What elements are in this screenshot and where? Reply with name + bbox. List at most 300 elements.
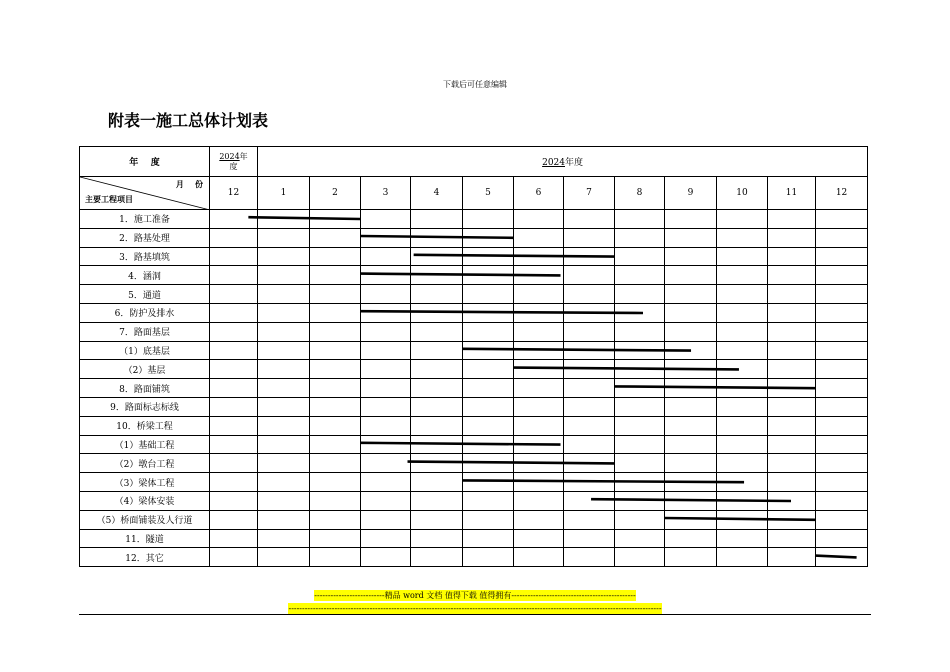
schedule-cell [564, 397, 615, 416]
item-name: 4．涵洞 [80, 266, 210, 285]
item-row [80, 322, 868, 341]
schedule-cell [615, 473, 665, 492]
schedule-cell [411, 416, 463, 435]
schedule-cell [816, 397, 868, 416]
bottom-rule [79, 614, 871, 615]
schedule-cell [411, 303, 463, 322]
month-header-10: 10 [717, 177, 768, 210]
schedule-cell [768, 303, 816, 322]
schedule-cell [615, 416, 665, 435]
schedule-cell [514, 454, 564, 473]
schedule-cell [210, 210, 258, 229]
schedule-cell [717, 228, 768, 247]
schedule-cell [514, 322, 564, 341]
schedule-cell [411, 529, 463, 548]
schedule-cell [310, 529, 361, 548]
schedule-cell [463, 529, 514, 548]
schedule-cell [665, 285, 717, 304]
schedule-cell [665, 397, 717, 416]
year-label-cell: 年 度 [80, 147, 210, 177]
schedule-cell [361, 379, 411, 398]
schedule-cell [665, 322, 717, 341]
schedule-cell [258, 228, 310, 247]
schedule-cell [665, 510, 717, 529]
schedule-cell [768, 548, 816, 567]
schedule-cell [258, 285, 310, 304]
schedule-cell [514, 285, 564, 304]
schedule-cell [564, 454, 615, 473]
schedule-cell [361, 416, 411, 435]
schedule-cell [615, 210, 665, 229]
schedule-cell [615, 247, 665, 266]
schedule-cell [768, 491, 816, 510]
schedule-cell [411, 548, 463, 567]
schedule-cell [258, 529, 310, 548]
schedule-cell [615, 303, 665, 322]
schedule-cell [615, 228, 665, 247]
schedule-cell [768, 360, 816, 379]
schedule-cell [816, 228, 868, 247]
schedule-cell [816, 266, 868, 285]
schedule-cell [816, 416, 868, 435]
schedule-cell [258, 247, 310, 266]
schedule-cell [361, 397, 411, 416]
schedule-cell [258, 454, 310, 473]
prev-year-number: 2024 [219, 151, 240, 161]
schedule-cell [564, 379, 615, 398]
schedule-cell [210, 473, 258, 492]
schedule-cell [615, 510, 665, 529]
schedule-cell [210, 548, 258, 567]
schedule-cell [717, 285, 768, 304]
schedule-cell [564, 228, 615, 247]
schedule-cell [310, 341, 361, 360]
schedule-cell [210, 379, 258, 398]
schedule-cell [615, 379, 665, 398]
schedule-cell [361, 454, 411, 473]
item-row [80, 454, 868, 473]
schedule-cell [463, 210, 514, 229]
item-name: （4）梁体安装 [80, 491, 210, 510]
item-row [80, 303, 868, 322]
schedule-cell [665, 473, 717, 492]
month-header-7: 7 [564, 177, 615, 210]
schedule-cell [361, 529, 411, 548]
schedule-cell [564, 247, 615, 266]
schedule-cell [361, 210, 411, 229]
schedule-cell [258, 510, 310, 529]
item-name: 2．路基处理 [80, 228, 210, 247]
schedule-cell [816, 473, 868, 492]
schedule-cell [768, 435, 816, 454]
item-row [80, 473, 868, 492]
schedule-cell [717, 510, 768, 529]
year-row [80, 147, 868, 177]
schedule-cell [258, 210, 310, 229]
schedule-cell [210, 435, 258, 454]
page-title: 附表一施工总体计划表 [108, 111, 269, 130]
schedule-cell [816, 322, 868, 341]
schedule-cell [361, 360, 411, 379]
schedule-cell [258, 473, 310, 492]
schedule-cell [361, 473, 411, 492]
schedule-cell [310, 548, 361, 567]
schedule-cell [615, 341, 665, 360]
schedule-cell [258, 379, 310, 398]
prev-year-cell [210, 147, 258, 177]
item-row [80, 210, 868, 229]
schedule-cell [463, 454, 514, 473]
main-year-number: 2024 [542, 158, 565, 168]
schedule-cell [463, 322, 514, 341]
schedule-cell [717, 247, 768, 266]
schedule-cell [564, 510, 615, 529]
schedule-cell [665, 454, 717, 473]
header-note: 下载后可任意编辑 [443, 80, 507, 89]
schedule-cell [361, 247, 411, 266]
schedule-cell [463, 397, 514, 416]
item-row [80, 285, 868, 304]
schedule-cell [768, 341, 816, 360]
item-name: （2）基层 [80, 360, 210, 379]
schedule-cell [310, 435, 361, 454]
item-name: （1）基础工程 [80, 435, 210, 454]
schedule-cell [665, 379, 717, 398]
schedule-cell [615, 266, 665, 285]
schedule-cell [411, 341, 463, 360]
item-name: 8．路面铺筑 [80, 379, 210, 398]
schedule-cell [564, 548, 615, 567]
schedule-cell [665, 548, 717, 567]
item-name: 1．施工准备 [80, 210, 210, 229]
item-name: 3．路基填筑 [80, 247, 210, 266]
schedule-cell [564, 210, 615, 229]
item-axis-label: 主要工程项目 [85, 195, 133, 204]
schedule-cell [768, 210, 816, 229]
schedule-cell [816, 285, 868, 304]
month-row [80, 177, 868, 210]
schedule-cell [665, 529, 717, 548]
schedule-cell [258, 548, 310, 567]
month-header-0: 12 [210, 177, 258, 210]
schedule-cell [564, 360, 615, 379]
schedule-cell [816, 247, 868, 266]
schedule-cell [564, 341, 615, 360]
month-header-8: 8 [615, 177, 665, 210]
schedule-cell [310, 266, 361, 285]
schedule-cell [717, 529, 768, 548]
schedule-cell [768, 397, 816, 416]
schedule-cell [665, 266, 717, 285]
schedule-cell [310, 379, 361, 398]
schedule-cell [210, 529, 258, 548]
schedule-cell [463, 510, 514, 529]
item-name: （3）梁体工程 [80, 473, 210, 492]
schedule-cell [514, 435, 564, 454]
schedule-cell [768, 228, 816, 247]
schedule-cell [717, 266, 768, 285]
schedule-cell [463, 473, 514, 492]
footer [0, 590, 950, 616]
schedule-cell [411, 435, 463, 454]
schedule-cell [717, 473, 768, 492]
schedule-cell [665, 360, 717, 379]
schedule-cell [310, 473, 361, 492]
schedule-cell [717, 322, 768, 341]
item-name: （5）桥面铺装及人行道 [80, 510, 210, 529]
schedule-cell [816, 548, 868, 567]
schedule-cell [310, 228, 361, 247]
schedule-cell [310, 322, 361, 341]
schedule-cell [210, 397, 258, 416]
schedule-cell [768, 285, 816, 304]
schedule-cell [564, 491, 615, 510]
schedule-cell [361, 435, 411, 454]
schedule-cell [717, 491, 768, 510]
schedule-cell [615, 435, 665, 454]
schedule-cell [665, 341, 717, 360]
schedule-cell [361, 510, 411, 529]
schedule-cell [411, 379, 463, 398]
schedule-cell [514, 416, 564, 435]
schedule-cell [615, 491, 665, 510]
schedule-cell [665, 210, 717, 229]
schedule-cell [411, 454, 463, 473]
month-axis-label: 月 份 [175, 180, 203, 189]
month-header-11: 11 [768, 177, 816, 210]
schedule-cell [210, 491, 258, 510]
month-header-3: 3 [361, 177, 411, 210]
schedule-cell [361, 303, 411, 322]
schedule-cell [258, 322, 310, 341]
schedule-cell [210, 360, 258, 379]
item-row [80, 266, 868, 285]
schedule-cell [564, 435, 615, 454]
item-row [80, 228, 868, 247]
schedule-cell [665, 303, 717, 322]
schedule-cell [310, 397, 361, 416]
schedule-cell [310, 360, 361, 379]
schedule-cell [665, 247, 717, 266]
schedule-cell [258, 360, 310, 379]
schedule-cell [514, 529, 564, 548]
schedule-cell [310, 247, 361, 266]
schedule-cell [768, 379, 816, 398]
schedule-cell [816, 435, 868, 454]
schedule-cell [361, 266, 411, 285]
schedule-cell [411, 247, 463, 266]
item-row [80, 247, 868, 266]
item-row [80, 397, 868, 416]
schedule-cell [717, 379, 768, 398]
schedule-cell [615, 397, 665, 416]
schedule-cell [717, 454, 768, 473]
schedule-cell [210, 322, 258, 341]
schedule-cell [768, 529, 816, 548]
month-header-4: 4 [411, 177, 463, 210]
schedule-cell [258, 266, 310, 285]
schedule-cell [463, 303, 514, 322]
schedule-cell [768, 416, 816, 435]
item-row [80, 548, 868, 567]
schedule-cell [361, 322, 411, 341]
schedule-cell [564, 529, 615, 548]
schedule-cell [665, 491, 717, 510]
schedule-cell [564, 303, 615, 322]
schedule-cell [816, 379, 868, 398]
schedule-cell [258, 341, 310, 360]
item-name: 12．其它 [80, 548, 210, 567]
month-header-5: 5 [463, 177, 514, 210]
schedule-cell [210, 454, 258, 473]
item-row [80, 416, 868, 435]
schedule-cell [310, 303, 361, 322]
schedule-cell [411, 322, 463, 341]
schedule-cell [310, 285, 361, 304]
schedule-cell [564, 285, 615, 304]
schedule-cell [514, 491, 564, 510]
schedule-cell [361, 285, 411, 304]
schedule-cell [816, 510, 868, 529]
schedule-cell [564, 266, 615, 285]
month-header-6: 6 [514, 177, 564, 210]
schedule-cell [717, 435, 768, 454]
item-row [80, 435, 868, 454]
item-name: 5．通道 [80, 285, 210, 304]
item-row [80, 379, 868, 398]
item-name: 11．隧道 [80, 529, 210, 548]
item-row [80, 491, 868, 510]
schedule-cell [514, 379, 564, 398]
schedule-cell [411, 397, 463, 416]
schedule-cell [564, 473, 615, 492]
schedule-cell [816, 491, 868, 510]
schedule-cell [564, 416, 615, 435]
schedule-cell [768, 510, 816, 529]
item-row [80, 529, 868, 548]
schedule-cell [210, 341, 258, 360]
schedule-cell [463, 266, 514, 285]
schedule-cell [615, 529, 665, 548]
footer-line-2: ------------------------------------------------------------------------------------------------------------------------------------------ [288, 604, 662, 613]
schedule-cell [361, 228, 411, 247]
schedule-cell [411, 510, 463, 529]
schedule-cell [258, 491, 310, 510]
schedule-cell [564, 322, 615, 341]
schedule-cell [717, 303, 768, 322]
schedule-table [79, 146, 868, 567]
item-name: （2）墩台工程 [80, 454, 210, 473]
schedule-cell [210, 303, 258, 322]
schedule-cell [717, 548, 768, 567]
schedule-cell [310, 416, 361, 435]
schedule-cell [768, 454, 816, 473]
schedule-cell [665, 435, 717, 454]
schedule-cell [463, 228, 514, 247]
schedule-cell [210, 285, 258, 304]
item-row [80, 360, 868, 379]
schedule-cell [210, 228, 258, 247]
main-year-cell [258, 147, 868, 177]
schedule-cell [210, 266, 258, 285]
item-name: 7．路面基层 [80, 322, 210, 341]
schedule-cell [411, 360, 463, 379]
schedule-cell [463, 247, 514, 266]
schedule-cell [514, 210, 564, 229]
schedule-cell [258, 303, 310, 322]
schedule-cell [514, 397, 564, 416]
schedule-cell [816, 210, 868, 229]
schedule-cell [768, 322, 816, 341]
schedule-cell [514, 341, 564, 360]
schedule-cell [210, 416, 258, 435]
schedule-cell [463, 491, 514, 510]
schedule-cell [514, 228, 564, 247]
month-header-2: 2 [310, 177, 361, 210]
item-name: 6．防护及排水 [80, 303, 210, 322]
schedule-cell [463, 360, 514, 379]
schedule-cell [411, 210, 463, 229]
schedule-cell [768, 266, 816, 285]
item-row [80, 510, 868, 529]
schedule-cell [816, 454, 868, 473]
schedule-cell [514, 548, 564, 567]
schedule-cell [816, 360, 868, 379]
item-name: （1）底基层 [80, 341, 210, 360]
schedule-cell [258, 397, 310, 416]
item-name: 9．路面标志标线 [80, 397, 210, 416]
schedule-cell [717, 416, 768, 435]
schedule-cell [463, 379, 514, 398]
schedule-cell [361, 548, 411, 567]
schedule-cell [717, 360, 768, 379]
schedule-cell [717, 210, 768, 229]
prev-year-suffix: 年 [239, 151, 248, 161]
footer-line-1: --------------------------精品 word 文档 值得下载 值得拥有---------------------------------------------- [314, 591, 636, 600]
schedule-cell [816, 341, 868, 360]
header-diagonal-cell [80, 177, 210, 210]
schedule-cell [463, 416, 514, 435]
schedule-cell [210, 247, 258, 266]
schedule-cell [463, 548, 514, 567]
schedule-cell [310, 491, 361, 510]
schedule-cell [361, 341, 411, 360]
schedule-cell [514, 360, 564, 379]
schedule-cell [615, 285, 665, 304]
schedule-cell [665, 228, 717, 247]
schedule-cell [615, 360, 665, 379]
schedule-cell [210, 510, 258, 529]
schedule-cell [514, 247, 564, 266]
main-year-suffix: 年度 [565, 158, 584, 168]
schedule-cell [463, 341, 514, 360]
schedule-cell [463, 285, 514, 304]
schedule-cell [768, 247, 816, 266]
schedule-cell [615, 322, 665, 341]
schedule-cell [665, 416, 717, 435]
schedule-cell [463, 435, 514, 454]
schedule-cell [615, 548, 665, 567]
prev-year-suffix2: 度 [229, 161, 238, 171]
schedule-cell [258, 435, 310, 454]
schedule-cell [615, 454, 665, 473]
schedule-cell [361, 491, 411, 510]
schedule-cell [514, 473, 564, 492]
schedule-cell [411, 491, 463, 510]
item-name: 10．桥梁工程 [80, 416, 210, 435]
schedule-cell [411, 285, 463, 304]
schedule-cell [514, 266, 564, 285]
